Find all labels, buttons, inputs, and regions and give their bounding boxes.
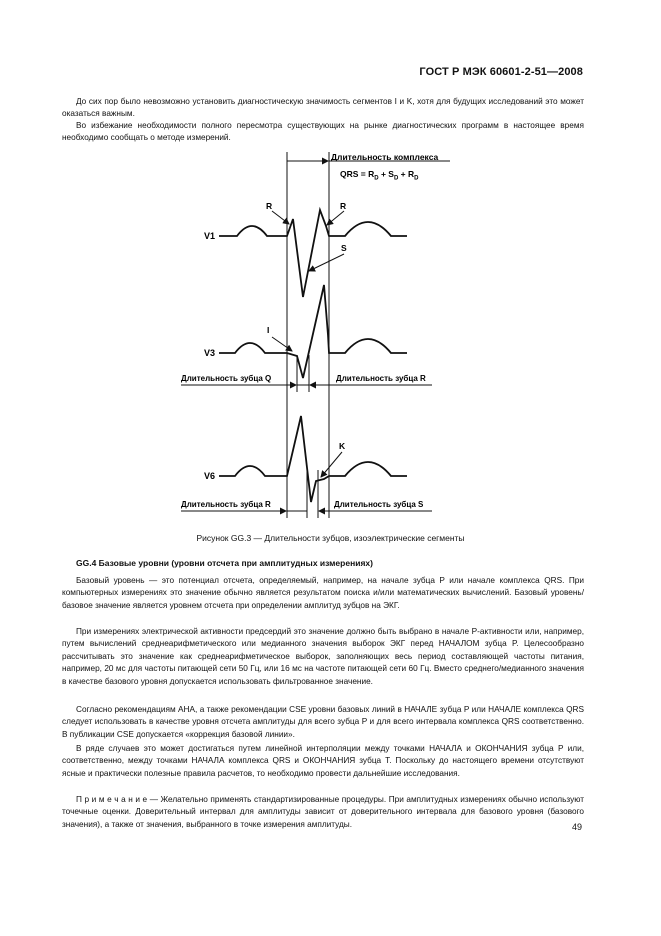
section-paragraph-4: В ряде случаев это может достигаться путем линейной интерполяции между точками НАЧАЛА и ОКОНЧАНИЯ зубца P или, соответственно, между точками НАЧАЛА комплекса QRS и ОКОНЧАНИЯ зубца T. Поскольку до настоящего времени отсутствуют ясные и практически полезные правила расчетов, то необходимо провести дальнейшие исследования. (62, 744, 584, 778)
section-paragraph-1: Базовый уровень — это потенциал отсчета, определяемый, например, на начале зубца P или начале комплекса QRS. При компьютерных измерениях это значение обычно является результатом поиска и/или математических вычислений. Базовый уровень/базовое значение является уровнем отсчета при определении амплитуд зубцов на ЭКГ. (62, 576, 584, 610)
intro-paragraph-2: Во избежание необходимости полного пересмотра существующих на рынке диагностических программ в настоящее время необходимо сообщать о методе измерений. (62, 121, 584, 143)
figure-caption: Рисунок GG.3 — Длительности зубцов, изоэлектрические сегменты (196, 533, 465, 543)
lead-v6-label: V6 (204, 471, 216, 481)
label-k: K (339, 441, 346, 451)
r-right-pointer (327, 211, 344, 225)
ecg-figure (0, 148, 661, 528)
i-pointer (272, 337, 292, 351)
v6-r-duration-label: Длительность зубца R (181, 500, 271, 509)
section-paragraph-2: При измерениях электрической активности предсердий это значение должно быть выбрано в начале P-активности или, например, путем вычислений среднеарифметического или медианного значения выборок ЭКГ перед НАЧАЛОМ зубца P. Целесообразно рассчитывать это значение как среднеарифметическое выборок, заполняющих весь период составляющей частоты питания, например, 20 мс для частоты питающей сети 50 Гц, или 16 мс на частоте питающей сети 60 Гц. Вместо среднего/медианного значения в качестве базового уровня допускается использовать фильтрованное значение. (62, 627, 584, 686)
qrs-duration-title: Длительность комплекса (331, 152, 439, 162)
qrs-formula: QRS = $R_D + S_D + R_D$ (340, 169, 419, 182)
v3-q-duration-label: Длительность зубца Q (181, 374, 272, 383)
page-number: 49 (571, 822, 582, 832)
document-code: ГОСТ Р МЭК 60601-2-51—2008 (419, 66, 583, 78)
v6-ecg-trace (219, 416, 407, 502)
v3-ecg-trace (219, 285, 407, 378)
lead-v3-label: V3 (204, 348, 216, 358)
label-i: I (267, 325, 270, 335)
v1-ecg-trace (219, 210, 407, 297)
v3-r-duration-label: Длительность зубца R (336, 374, 426, 383)
k-pointer (321, 452, 342, 477)
label-s: S (341, 243, 347, 253)
s-pointer (309, 254, 344, 271)
intro-paragraph-1: До сих пор было невозможно установить диагностическую значимость сегментов I и K, хотя для будущих исследований это может оказаться важным. (62, 97, 584, 119)
lead-v1-label: V1 (204, 231, 216, 241)
label-r-right: R (340, 201, 347, 211)
ecg-diagram (0, 148, 661, 528)
r-left-pointer (272, 211, 289, 224)
section-title: GG.4 Базовые уровни (уровни отсчета при амплитудных измерениях) (76, 558, 373, 568)
v6-s-duration-label: Длительность зубца S (334, 500, 424, 509)
section-paragraph-3: Согласно рекомендациям AHA, а также рекомендации CSE уровни базовых линий в НАЧАЛЕ зубца P или НАЧАЛЕ комплекса QRS следует использовать в качестве уровня отсчета амплитуды для всего зубца P и для всего интервала комплекса QRS соответственно. В публикации CSE допускается «коррекция базовой линии». (62, 705, 584, 739)
note-paragraph: П р и м е ч а н и е — Желательно применять стандартизированные процедуры. При амплитудных измерениях обычно используют точечные оценки. Доверительный интервал для амплитуды зависит от доверительного интервала для базового уровня (базового значения), а также от значения, выбранного в точке измерения амплитуды. (62, 795, 584, 829)
label-r-left: R (266, 201, 273, 211)
